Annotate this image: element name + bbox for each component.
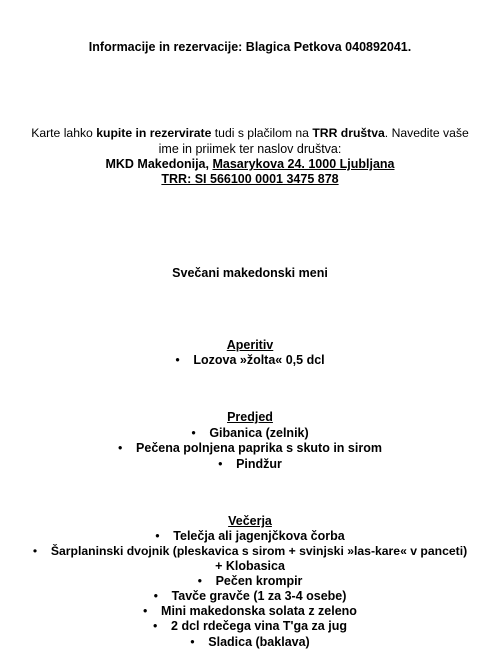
menu-item-label: Tavče gravče (1 za 3-4 osebe)	[171, 589, 347, 603]
menu-item	[0, 618, 500, 634]
payment-text-a: Karte lahko	[31, 126, 97, 140]
payment-paragraph-line1	[0, 125, 500, 141]
menu-item-label: Mini makedonska solata z zeleno	[161, 604, 357, 618]
bullet-icon: •	[218, 457, 223, 471]
menu-item-label: Pečen krompir	[215, 574, 303, 588]
bullet-icon: •	[32, 544, 38, 558]
contact-info: Informacije in rezervacije: Blagica Petkova 040892041.	[88, 40, 412, 54]
menu-item	[0, 634, 500, 650]
section-heading-predjed: Predjed	[227, 410, 273, 424]
menu-item-continuation: + Klobasica	[215, 559, 285, 573]
bullet-icon: •	[155, 529, 160, 543]
menu-item	[0, 588, 500, 604]
bullet-icon: •	[190, 635, 195, 649]
payment-text-trr-drustva: TRR društva	[312, 126, 385, 140]
menu-title: Svečani makedonski meni	[172, 266, 328, 280]
bank-account: TRR: SI 566100 0001 3475 878	[161, 172, 339, 186]
bullet-icon: •	[191, 426, 196, 440]
menu-item	[0, 573, 500, 589]
bullet-icon: •	[118, 441, 123, 455]
menu-item-label: Gibanica (zelnik)	[209, 426, 309, 440]
bullet-icon: •	[153, 589, 158, 603]
menu-item-label: Šarplaninski dvojnik (pleskavica s sirom + svinjski »las-kare« v panceti)	[50, 544, 468, 558]
menu-item-label: Pindžur	[236, 457, 282, 471]
organization-name: MKD Makedonija,	[105, 157, 213, 171]
menu-item	[0, 543, 500, 559]
menu-item-label: Telečja ali jagenjčkova čorba	[173, 529, 345, 543]
bullet-icon: •	[153, 619, 158, 633]
organization-address	[0, 156, 500, 172]
menu-item	[0, 603, 500, 619]
payment-text-buy-reserve: kupite in rezervirate	[96, 126, 212, 140]
section-heading-vecerja: Večerja	[228, 514, 272, 528]
menu-item	[0, 352, 500, 368]
menu-item	[0, 528, 500, 544]
menu-item	[0, 440, 500, 456]
bullet-icon: •	[197, 574, 202, 588]
menu-item	[0, 456, 500, 472]
menu-item-label: Sladica (baklava)	[208, 635, 310, 649]
section-heading-aperitiv: Aperitiv	[226, 338, 274, 352]
menu-item	[0, 425, 500, 441]
payment-text-e: . Navedite vaše	[384, 126, 469, 140]
menu-item-label: 2 dcl rdečega vina T'ga za jug	[171, 619, 347, 633]
organization-street: Masarykova 24. 1000 Ljubljana	[212, 157, 395, 171]
menu-item-label: Lozova »žolta« 0,5 dcl	[193, 353, 325, 367]
payment-paragraph-line2: ime in priimek ter naslov društva:	[158, 142, 342, 156]
menu-item-label: Pečena polnjena paprika s skuto in sirom	[136, 441, 382, 455]
bullet-icon: •	[143, 604, 148, 618]
bullet-icon: •	[175, 353, 180, 367]
payment-text-c: tudi s plačilom na	[211, 126, 313, 140]
